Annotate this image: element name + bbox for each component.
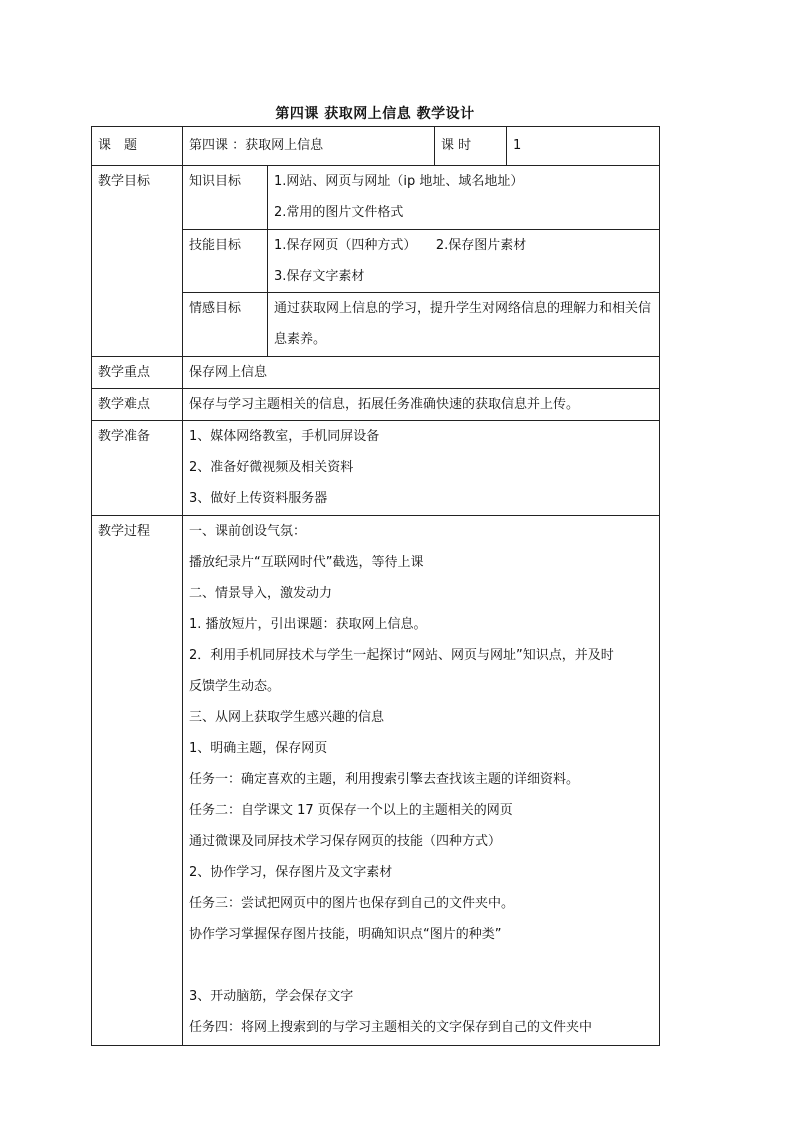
preparation-line-3: 3、做好上传资料服务器 <box>189 491 328 506</box>
process-line-16: 3、开动脑筋，学会保存文字 <box>189 989 354 1004</box>
process-line-4: 1. 播放短片，引出课题：获取网上信息。 <box>189 617 427 632</box>
preparation-content <box>183 421 660 516</box>
process-blank-line <box>189 950 653 981</box>
emotion-objective-label: 情感目标 <box>183 293 268 357</box>
difficulty-label: 教学难点 <box>92 389 183 421</box>
knowledge-objective-row <box>92 166 660 230</box>
skills-objective-label: 技能目标 <box>183 230 268 293</box>
preparation-row <box>92 421 660 516</box>
knowledge-objective-label: 知识目标 <box>183 166 268 230</box>
hours-value: 1 <box>507 127 660 166</box>
process-line-11: 通过微课及同屏技术学习保存网页的技能（四种方式） <box>189 834 502 849</box>
document-title: 第四课 获取网上信息 教学设计 <box>275 106 475 122</box>
process-line-7: 三、从网上获取学生感兴趣的信息 <box>189 710 385 725</box>
key-point-row <box>92 357 660 389</box>
skills-line-2: 3.保存文字素材 <box>274 269 365 284</box>
key-point-label: 教学重点 <box>92 357 183 389</box>
skills-objective-content <box>268 230 660 293</box>
process-content <box>183 516 660 1046</box>
skills-line-1: 1.保存网页（四种方式） 2.保存图片素材 <box>274 238 527 253</box>
objectives-label: 教学目标 <box>92 166 183 357</box>
preparation-line-1: 1、媒体网络教室，手机同屏设备 <box>189 429 380 444</box>
process-line-13: 任务三：尝试把网页中的图片也保存到自己的文件夹中。 <box>189 896 515 911</box>
process-line-8: 1、明确主题，保存网页 <box>189 741 328 756</box>
process-line-9: 任务一：确定喜欢的主题，利用搜索引擎去查找该主题的详细资料。 <box>189 772 580 787</box>
course-label: 课 题 <box>92 127 183 166</box>
difficulty-row <box>92 389 660 421</box>
process-line-12: 2、协作学习，保存图片及文字素材 <box>189 865 393 880</box>
process-line-2: 播放纪录片“互联网时代”截选，等待上课 <box>189 555 424 570</box>
process-line-6: 反馈学生动态。 <box>189 679 281 694</box>
lesson-plan-table <box>91 126 660 1046</box>
hours-label: 课 时 <box>435 127 507 166</box>
process-line-17: 任务四：将网上搜索到的与学习主题相关的文字保存到自己的文件夹中 <box>189 1020 593 1035</box>
course-value: 第四课 ：获取网上信息 <box>183 127 435 166</box>
header-row <box>92 127 660 166</box>
process-label: 教学过程 <box>92 516 183 1046</box>
knowledge-objective-content <box>268 166 660 230</box>
process-line-3: 二、情景导入，激发动力 <box>189 586 333 601</box>
process-line-1: 一、课前创设气氛： <box>189 524 307 539</box>
preparation-line-2: 2、准备好微视频及相关资料 <box>189 460 354 475</box>
process-line-5: 2．利用手机同屏技术与学生一起探讨“网站、网页与网址”知识点，并及时 <box>189 648 614 663</box>
knowledge-line-1: 1.网站、网页与网址（ip 地址、域名地址） <box>274 174 524 189</box>
preparation-label: 教学准备 <box>92 421 183 516</box>
process-line-14: 协作学习掌握保存图片技能，明确知识点“图片的种类” <box>189 927 502 942</box>
process-line-10: 任务二：自学课文 17 页保存一个以上的主题相关的网页 <box>189 803 513 818</box>
difficulty-content: 保存与学习主题相关的信息，拓展任务准确快速的获取信息并上传。 <box>183 389 660 421</box>
key-point-content: 保存网上信息 <box>183 357 660 389</box>
emotion-objective-content: 通过获取网上信息的学习，提升学生对网络信息的理解力和相关信息素养。 <box>268 293 660 357</box>
knowledge-line-2: 2.常用的图片文件格式 <box>274 205 404 220</box>
process-row <box>92 516 660 1046</box>
